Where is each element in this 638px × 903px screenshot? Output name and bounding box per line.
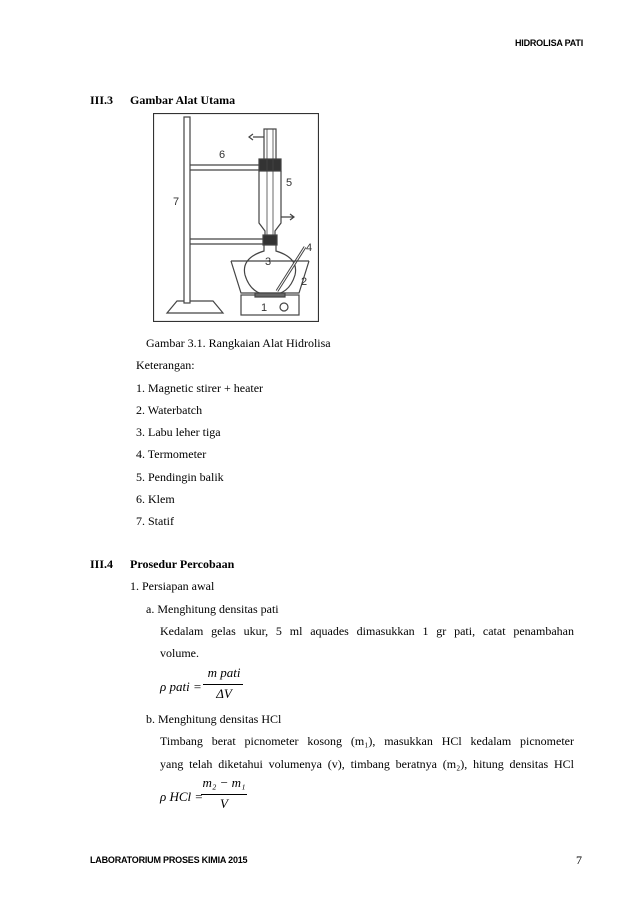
legend-item: 3. Labu leher tiga <box>136 425 221 439</box>
paragraph: volume. <box>160 646 199 660</box>
paragraph: Kedalam gelas ukur, 5 ml aquades dimasukkan 1 gr pati, catat penambahan <box>160 624 574 638</box>
legend-item: 1. Magnetic stirer + heater <box>136 381 264 395</box>
paragraph: Timbang berat picnometer kosong (m₁), masukkan HCl kedalam picnometer <box>160 734 574 748</box>
label-2: 2 <box>301 276 308 288</box>
fraction-bar <box>203 684 243 685</box>
figure-caption: Gambar 3.1. Rangkaian Alat Hidrolisa <box>146 336 331 350</box>
legend-item: 5. Pendingin balik <box>136 470 224 484</box>
section-title: Prosedur Percobaan <box>130 557 235 571</box>
label-4: 4 <box>306 242 313 254</box>
step-heading: 1. Persiapan awal <box>130 579 215 593</box>
paragraph: yang telah diketahui volumenya (v), timbang beratnya (m₂), hitung densitas HCl <box>160 757 574 771</box>
formula-denominator: V <box>220 796 228 811</box>
formula-numerator: m₂ − m₁ <box>202 775 246 790</box>
page-number: 7 <box>576 853 582 867</box>
legend-item: 2. Waterbatch <box>136 403 203 417</box>
label-3: 3 <box>265 256 272 268</box>
running-footer: LABORATORIUM PROSES KIMIA 2015 <box>90 855 248 865</box>
section-number: III.3 <box>90 93 114 107</box>
label-5: 5 <box>286 177 293 189</box>
legend-item: 6. Klem <box>136 492 175 506</box>
apparatus-figure <box>153 113 319 322</box>
label-6: 6 <box>219 149 226 161</box>
running-header: HIDROLISA PATI <box>514 38 583 48</box>
formula-numerator: m pati <box>207 665 241 680</box>
label-1: 1 <box>261 302 268 314</box>
label-7: 7 <box>173 196 180 208</box>
legend-title: Keterangan: <box>136 358 195 372</box>
formula-denominator: ΔV <box>216 686 232 701</box>
formula-lhs: ρ pati = <box>160 679 202 694</box>
section-number: III.4 <box>90 557 114 571</box>
formula-lhs: ρ HCl = <box>160 789 204 804</box>
fraction-bar <box>201 794 247 795</box>
legend-item: 7. Statif <box>136 514 174 528</box>
substep-heading: a. Menghitung densitas pati <box>146 602 279 616</box>
section-title: Gambar Alat Utama <box>130 93 236 107</box>
legend-item: 4. Termometer <box>136 447 207 461</box>
substep-heading: b. Menghitung densitas HCl <box>146 712 282 726</box>
